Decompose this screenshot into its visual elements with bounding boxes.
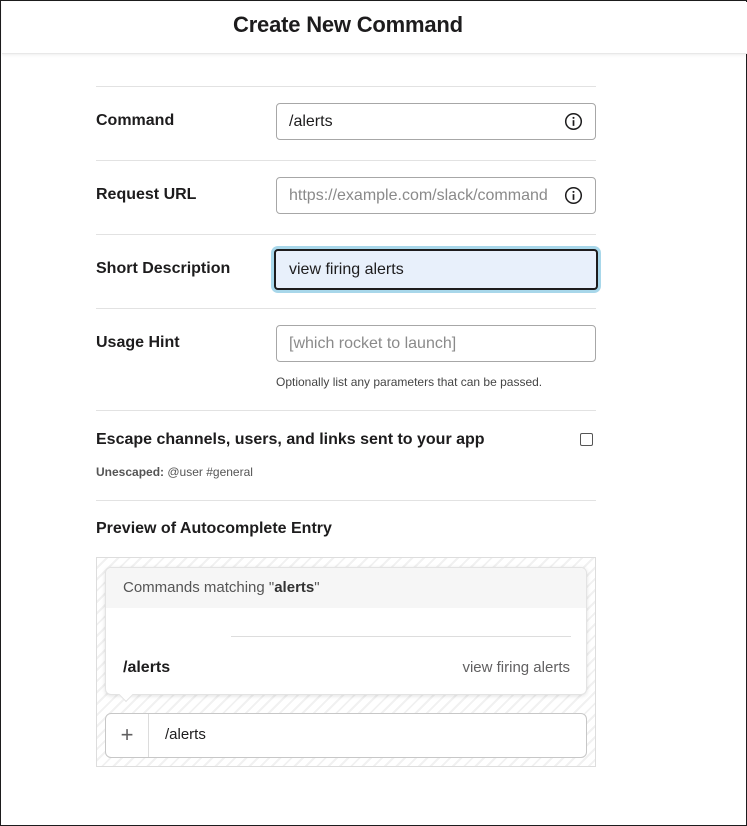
autocomplete-popup — [105, 567, 587, 695]
command-input-value: /alerts — [289, 113, 333, 130]
usage-hint-input[interactable] — [276, 325, 596, 362]
unescaped-value: @user #general — [167, 465, 253, 479]
divider — [96, 410, 596, 411]
unescaped-example — [96, 465, 253, 479]
info-circle-icon[interactable] — [564, 186, 583, 205]
message-composer[interactable] — [105, 713, 587, 758]
request-url-label: Request URL — [96, 186, 197, 203]
info-circle-icon[interactable] — [564, 112, 583, 131]
autocomplete-entry-command: /alerts — [123, 659, 171, 676]
command-input[interactable] — [276, 103, 596, 140]
matching-term: alerts — [274, 579, 315, 596]
short-description-input[interactable] — [274, 249, 598, 290]
usage-hint-help: Optionally list any parameters that can be passed. — [276, 375, 543, 389]
short-description-label: Short Description — [96, 260, 231, 277]
request-url-placeholder: https://example.com/slack/command — [289, 187, 548, 204]
divider — [96, 86, 596, 87]
escape-checkbox[interactable] — [580, 433, 593, 446]
usage-hint-placeholder: [which rocket to launch] — [289, 335, 457, 352]
command-label: Command — [96, 112, 175, 129]
divider — [231, 636, 571, 637]
plus-icon[interactable]: + — [106, 714, 149, 757]
composer-text: /alerts — [165, 726, 206, 743]
short-description-value: view firing alerts — [289, 261, 404, 278]
divider — [96, 500, 596, 501]
matching-suffix: " — [314, 579, 320, 596]
autocomplete-entry-description: view firing alerts — [462, 659, 570, 676]
request-url-input[interactable] — [276, 177, 596, 214]
matching-prefix: Commands matching " — [123, 579, 275, 596]
escape-label: Escape channels, users, and links sent to your app — [96, 431, 485, 448]
divider — [96, 160, 596, 161]
usage-hint-label: Usage Hint — [96, 334, 180, 351]
autocomplete-header-text — [123, 579, 320, 596]
header — [2, 2, 747, 54]
divider — [96, 234, 596, 235]
unescaped-label: Unescaped: — [96, 465, 165, 479]
divider — [96, 308, 596, 309]
page-title: Create New Command — [233, 12, 463, 37]
autocomplete-header — [106, 568, 586, 608]
preview-title: Preview of Autocomplete Entry — [96, 520, 332, 537]
